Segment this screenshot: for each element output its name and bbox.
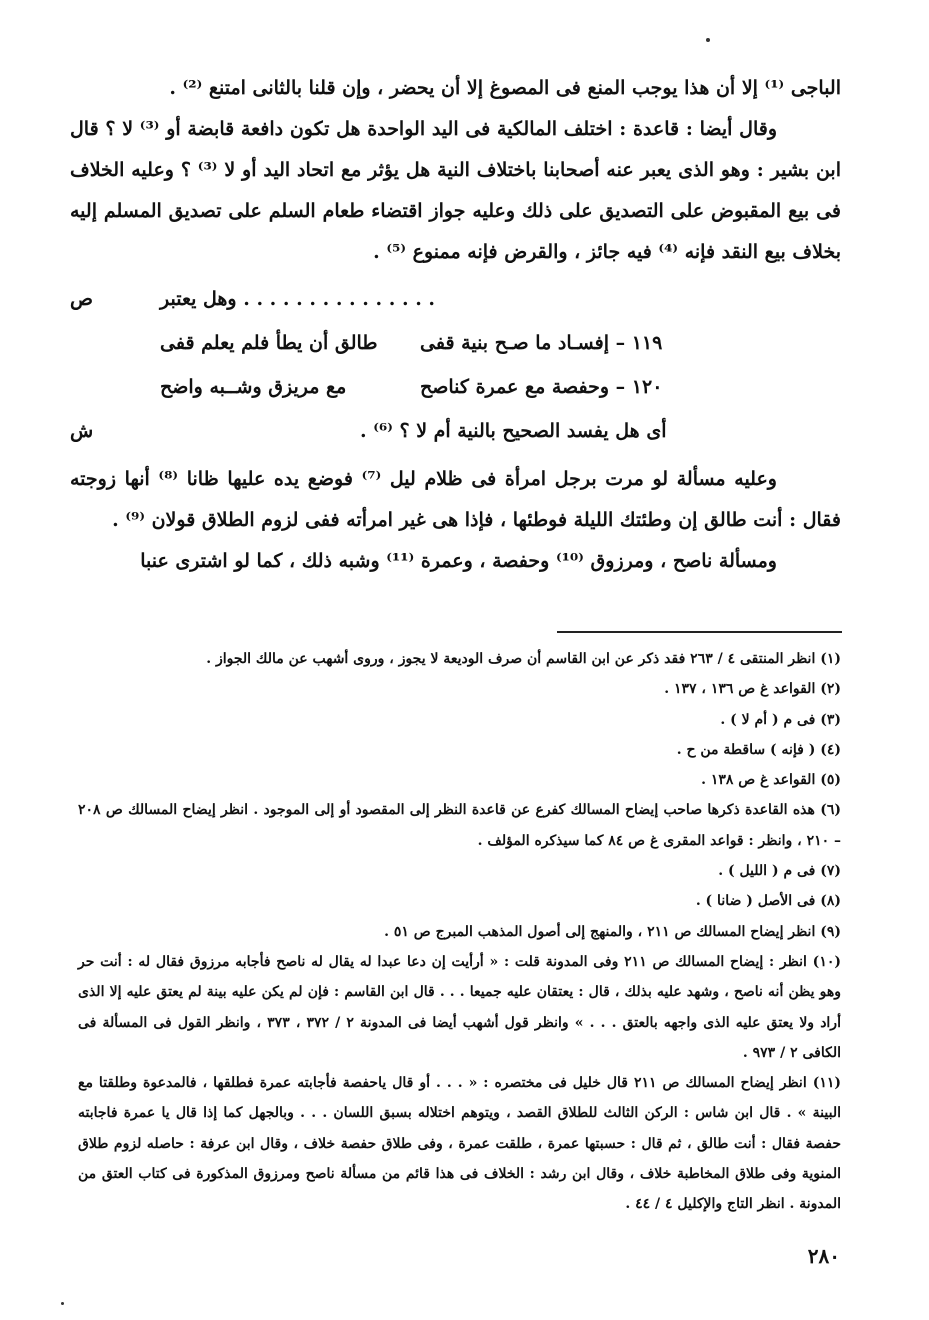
footnote-separator (557, 631, 842, 633)
footnote: (٤) ( فإنه ) ساقطة من ح . (676, 741, 841, 758)
verse-120-second-hemistich: مع مريزق وشــبه واضح (160, 376, 347, 398)
paragraph-3: وعليه مسألة لو مرت برجل امرأة فى ظلام ليل ⁽⁷⁾ فوضع يده عليها ظانا ⁽⁸⁾ أنها زوجته فقال : أنت طالق إن وطئتك الليلة فوطئها ، فإذا هى غير امرأته ففى لزوم الطلاق قولان ⁽⁹⁾ . (70, 468, 841, 531)
verse-margin-shin: ش (70, 420, 94, 442)
footnote: (١٠) انظر : إيضاح المسالك ص ٢١١ وفى المدونة قلت : « أرأيت إن دعا عبدا له يقال له ناصح فأجابه مرزوق فقال له : أنت حر وهو يظن أنه ناصح ، وشهد عليه بذلك ، قال : يعتقان عليه جميعا . . . قال ابن القاسم : فإن لم يكن عليه بينة لم يعتق عليه إلا الذى أراد ولا يعتق عليه الذى واجهه بالعتق . . . » وانظر قول أشهب أيضا فى المدونة ٢ / ٣٧٢ ، ٣٧٣ ، وانظر القول فى المسألة فى الكافى ٢ / ٩٧٣ . (78, 953, 841, 1061)
verse-line-continuation: . . . . . . . . . . . . . . . وهل يعتبر (160, 288, 436, 310)
footnote: (١١) انظر إيضاح المسالك ص ٢١١ قال خليل فى مختصره : « . . . أو قال ياحفصة فأجابته عمرة فطلقها ، فالمدعوة وطلقتا مع البينة » . قال ابن شاس : الركن الثالث للطلاق القصد ، ويتوهم اختلاله بسبق اللسان . . . وبالجهل كما إذا قال يا عمرة فاجابته حفصة فقال : أنت طالق ، ثم قال : حسبتها عمرة ، طلقت عمرة ، وفى طلاق حفصة خلاف ، وقال ابن عرفة : حاصله لزوم طلاق المنوية وفى طلاق المخاطبة خلاف ، وقال ابن رشد : الخلاف فى هذا قائم من مسألة ناصح ومرزوق المذكورة فى كتاب العتق من المدونة . انظر التاج والإكليل ٤ / ٤٤ . (78, 1075, 841, 1213)
verse-row-1 (70, 279, 841, 319)
verse-119-first-hemistich: ١١٩ – إفسـاد ما صـح بنية قفى (420, 332, 663, 354)
verse-block (70, 279, 841, 455)
paragraph-4: ومسألة ناصح ، ومرزوق ⁽¹⁰⁾ وحفصة ، وعمرة ⁽¹¹⁾ وشبه ذلك ، كما لو اشترى عنبا (140, 550, 777, 572)
verse-119-second-hemistich: طالق أن يطأ فلم يعلم قفى (160, 332, 378, 354)
footnote: (٦) هذه القاعدة ذكرها صاحب إيضاح المسالك كفرع عن قاعدة النظر إلى المقصود أو إلى الموجود . انظر إيضاح المسالك ص ٢٠٨ – ٢١٠ ، وانظر : قواعد المقرى غ ص ٨٤ كما سيذكره المؤلف . (78, 802, 841, 849)
scan-speck (706, 38, 710, 42)
footnote: (٩) انظر إيضاح المسالك ص ٢١١ ، والمنهج إلى أصول المذهب المبرج ص ٥١ . (384, 923, 841, 940)
verse-row-commentary (70, 411, 841, 451)
page-number: ٢٨٠ (807, 1244, 840, 1268)
verse-row-120 (70, 367, 841, 407)
verse-commentary: أى هل يفسد الصحيح بالنية أم لا ؟ ⁽⁶⁾ . (360, 420, 667, 442)
footnote: (٢) القواعد غ ص ١٣٦ ، ١٣٧ . (664, 681, 841, 698)
footnote: (٨) فى الأصل ( ضانا ) . (695, 893, 841, 910)
footnote: (٥) القواعد غ ص ١٣٨ . (701, 772, 841, 789)
main-text (70, 68, 841, 582)
paragraph-2: وقال أيضا : قاعدة : اختلف المالكية فى اليد الواحدة هل تكون دافعة قابضة أو ⁽³⁾ لا ؟ قال ابن بشير : وهو الذى يعبر عنه أصحابنا باختلاف النية هل يؤثر مع اتحاد اليد أو لا ⁽³⁾ ؟ وعليه الخلاف فى بيع المقبوض على التصديق على ذلك وعليه جواز اقتضاء طعام السلم على تصديق المسلم إليه بخلاف بيع النقد فإنه ⁽⁴⁾ فيه جائز ، والقرض فإنه ممنوع ⁽⁵⁾ . (70, 118, 841, 263)
footnote: (١) انظر المنتقى ٤ / ٢٦٣ فقد ذكر عن ابن القاسم أن صرف الوديعة لا يجوز ، وروى أشهب عن مالك الجواز . (206, 651, 841, 667)
paragraph-1: الباجى ⁽¹⁾ إلا أن هذا يوجب المنع فى المصوغ إلا أن يحضر ، وإن قلنا بالثانى امتنع ⁽²⁾ . (169, 77, 841, 99)
verse-margin-sad: ص (70, 288, 93, 310)
footnotes (78, 644, 841, 1220)
verse-row-119 (70, 323, 841, 363)
verse-120-first-hemistich: ١٢٠ – وحفصة مع عمرة كناصح (420, 376, 663, 398)
footnote: (٧) فى م ( الليل ) . (718, 863, 841, 880)
scan-speck (61, 1302, 64, 1305)
footnote: (٣) فى م ( أم لا ) . (720, 711, 841, 728)
